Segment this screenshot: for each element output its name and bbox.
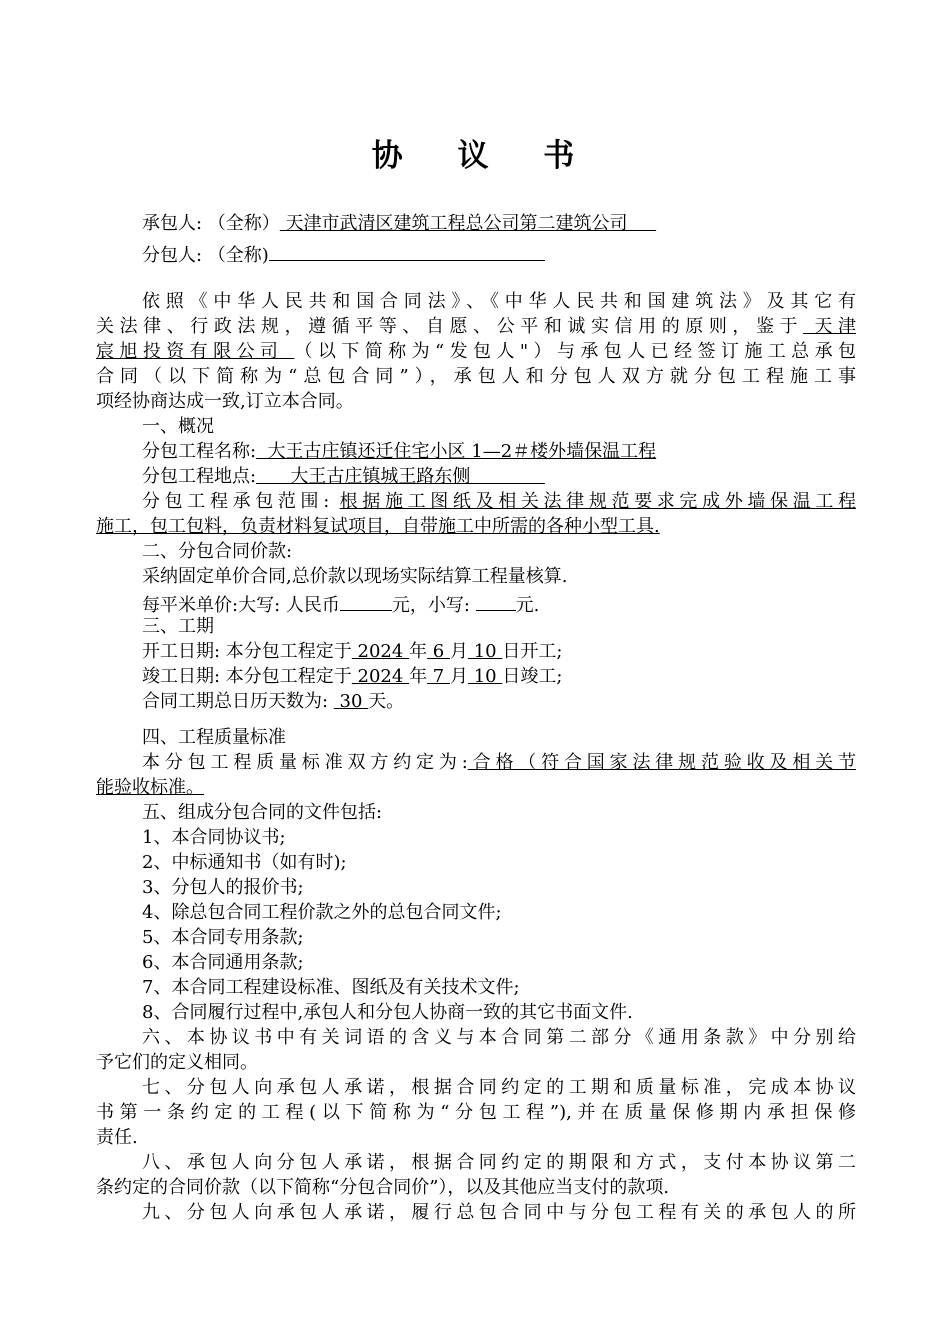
clause-7-line-3: 责任. xyxy=(96,1127,138,1148)
doc-list-item: 5、本合同专用条款; xyxy=(142,927,304,948)
clause-6-line-2: 予它们的定义相同。 xyxy=(96,1052,258,1073)
preamble-line-1: 依照《中华人民共和国合同法》、《中华人民共和国建筑法》及其它有 xyxy=(142,291,856,312)
end-day: 10 xyxy=(467,666,503,687)
project-place-value: 大王古庄镇城王路东侧 xyxy=(256,466,545,487)
quality-line-2 xyxy=(96,776,856,800)
unit-price-line: 每平米单价:大写: 人民币 元，小写: 元. xyxy=(142,590,856,614)
clause-8-line-2: 条约定的合同价款（以下简称“分包合同价”），以及其他应当支付的款项. xyxy=(96,1177,670,1198)
doc-list-item: 2、中标通知书（如有时); xyxy=(142,852,347,873)
end-date-line: 竣工日期: 本分包工程定于 2024 年 7 月 10 日竣工; xyxy=(142,666,563,687)
price-figures-blank xyxy=(476,590,516,611)
section-2-heading: 二、分包合同价款: xyxy=(142,541,293,562)
section-1-heading: 一、概况 xyxy=(142,416,214,437)
scope-line-2 xyxy=(96,515,856,539)
doc-list-item: 4、除总包合同工程价款之外的总包合同文件; xyxy=(142,902,502,923)
contractor-line xyxy=(142,212,856,236)
total-days-line: 合同工期总日历天数为: 30 天。 xyxy=(142,691,405,712)
contractor-label: 承包人: （全称） xyxy=(142,213,280,234)
clause-6-line-1: 六、本协议书中有关词语的含义与本合同第二部分《通用条款》中分别给 xyxy=(142,1027,856,1048)
total-days-value: 30 xyxy=(333,691,369,712)
document-title: 协 议 书 xyxy=(371,138,597,174)
doc-list-item: 6、本合同通用条款; xyxy=(142,952,304,973)
doc-list-item: 1、本合同协议书; xyxy=(142,827,286,848)
quality-value-2: 能验收标准。 xyxy=(96,777,204,798)
preamble-line-4: 合同（以下简称为“总包合同”），承包人和分包人双方就分包工程施工事 xyxy=(96,366,856,387)
section-5-heading: 五、组成分包合同的文件包括: xyxy=(142,802,383,823)
start-year: 2024 xyxy=(351,641,410,662)
subcontractor-line xyxy=(142,240,856,264)
clause-7-line-2: 书第一条约定的工程(以下简称为“分包工程”),并在质量保修期内承担保修 xyxy=(96,1102,856,1123)
start-date-line: 开工日期: 本分包工程定于 2024 年 6 月 10 日开工; xyxy=(142,641,563,662)
subcontractor-name-blank xyxy=(269,240,545,261)
quality-value-1: 合格（符合国家法律规范验收及相关节 xyxy=(467,752,856,773)
quality-line-1: 本分包工程质量标准双方约定为:合格（符合国家法律规范验收及相关节 xyxy=(142,752,856,773)
doc-list-item: 8、合同履行过程中,承包人和分包人协商一致的其它书面文件. xyxy=(142,1002,633,1023)
clause-9-line-1: 九、分包人向承包人承诺，履行总包合同中与分包工程有关的承包人的所 xyxy=(142,1202,856,1223)
price-words-blank xyxy=(340,590,392,611)
employer-name-a: 天津 xyxy=(803,316,856,337)
clause-8-line-1: 八、承包人向分包人承诺，根据合同约定的期限和方式，支付本协议第二 xyxy=(142,1152,856,1173)
subcontractor-label: 分包人: （全称) xyxy=(142,245,269,266)
start-month: 6 xyxy=(427,641,450,662)
preamble-line-3: 宸旭投资有限公司 （以下简称为“发包人"）与承包人已经签订施工总承包 xyxy=(96,341,856,362)
project-name-line: 分包工程名称: 大王古庄镇还迁住宅小区 1—2＃楼外墙保温工程 xyxy=(142,441,657,462)
employer-name-b: 宸旭投资有限公司 xyxy=(96,341,295,362)
scope-value-2: 施工，包工包料，负责材料复试项目，自带施工中所需的各种小型工具. xyxy=(96,516,660,537)
doc-list-item: 3、分包人的报价书; xyxy=(142,877,304,898)
scope-value-1: 根据施工图纸及相关法律规范要求完成外墙保温工程 xyxy=(339,491,856,512)
section-3-heading: 三、工期 xyxy=(142,616,214,637)
preamble-line-5: 项经协商达成一致,订立本合同。 xyxy=(96,391,354,412)
price-method-line: 采纳固定单价合同,总价款以现场实际结算工程量核算. xyxy=(142,566,568,587)
doc-list-item: 7、本合同工程建设标准、图纸及有关技术文件; xyxy=(142,977,520,998)
end-month: 7 xyxy=(427,666,450,687)
preamble-line-2: 关法律、行政法规，遵循平等、自愿、公平和诚实信用的原则，鉴于 天津 xyxy=(96,316,856,337)
clause-7-line-1: 七、分包人向承包人承诺，根据合同约定的工期和质量标准，完成本协议 xyxy=(142,1077,856,1098)
section-4-heading: 四、工程质量标准 xyxy=(142,727,286,748)
project-name-value: 大王古庄镇还迁住宅小区 1—2＃楼外墙保温工程 xyxy=(256,441,657,462)
scope-line-1: 分包工程承包范围: 根据施工图纸及相关法律规范要求完成外墙保温工程 xyxy=(142,491,856,512)
end-year: 2024 xyxy=(351,666,410,687)
project-place-line: 分包工程地点: 大王古庄镇城王路东侧 xyxy=(142,466,545,487)
contractor-name: 天津市武清区建筑工程总公司第二建筑公司 xyxy=(279,213,657,234)
start-day: 10 xyxy=(467,641,503,662)
